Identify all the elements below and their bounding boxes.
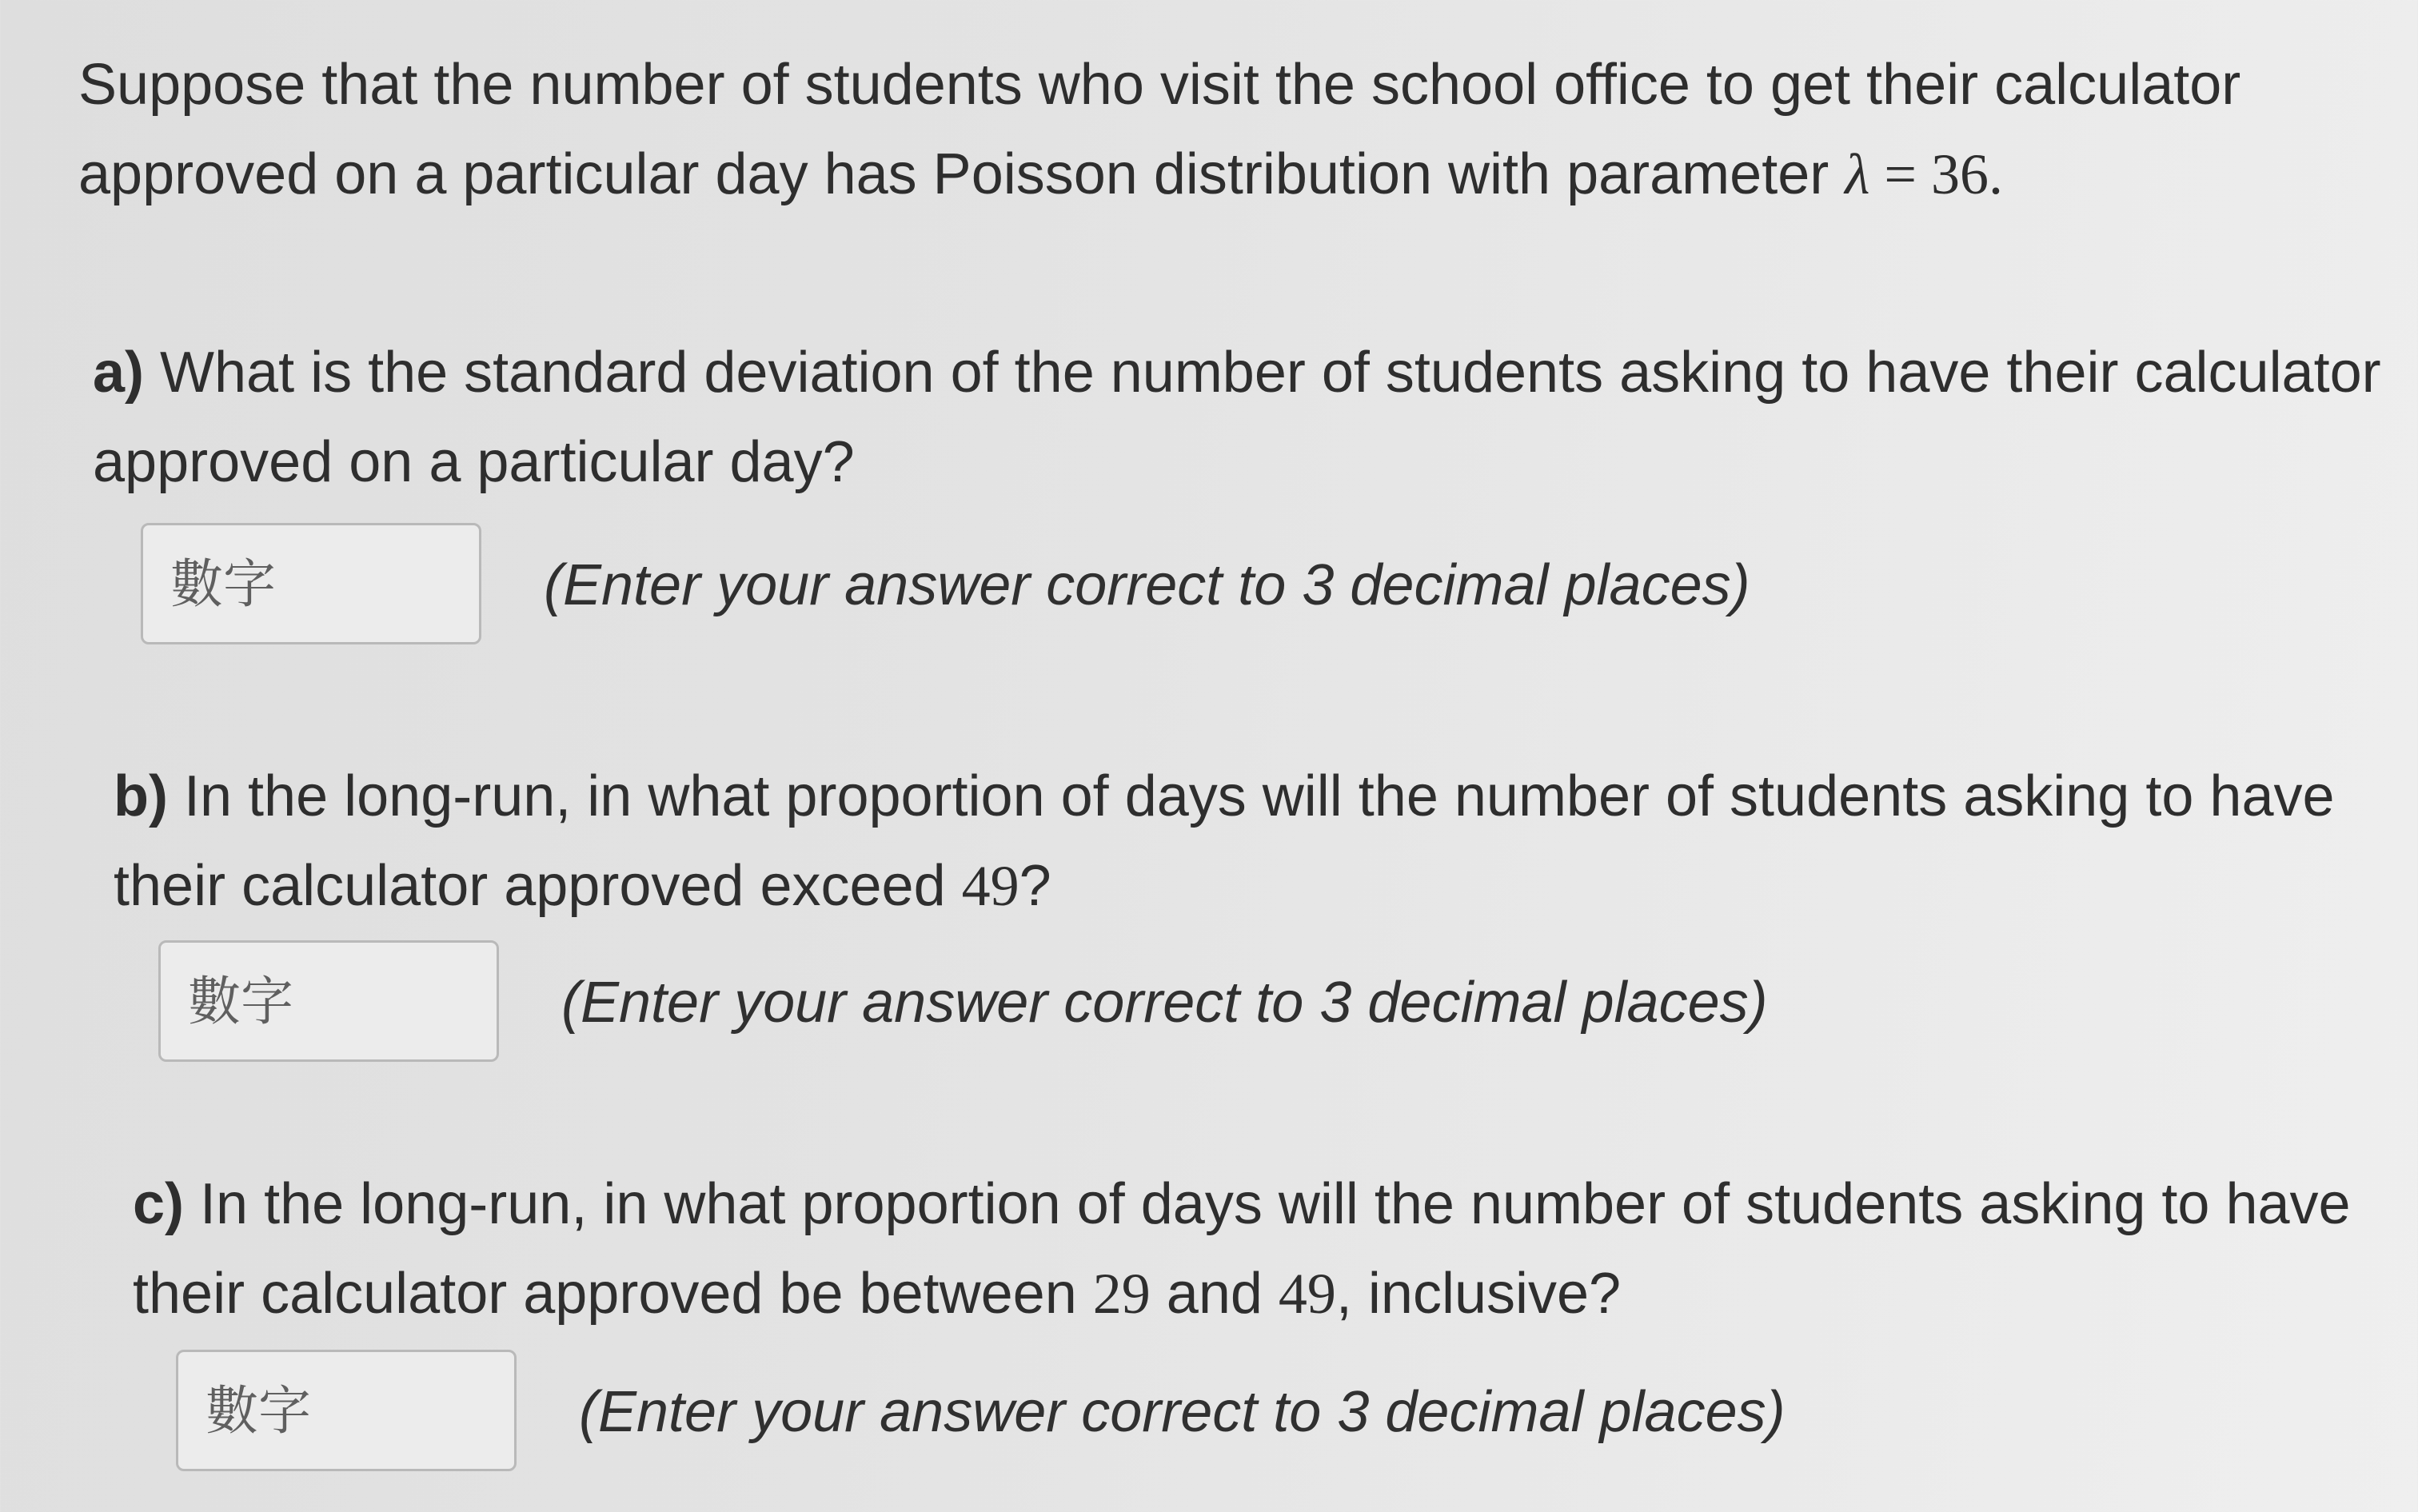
question-c-and: and: [1150, 1262, 1279, 1326]
answer-a-input[interactable]: [141, 523, 481, 644]
question-c: [133, 1159, 2418, 1338]
lambda-symbol: λ: [1845, 142, 1870, 206]
question-c-lower-bound: 29: [1092, 1262, 1151, 1326]
question-c-text: In the long-run, in what proportion of days will the number of students asking to have their calculator approved be between: [133, 1172, 2351, 1326]
question-b-letter: b): [114, 764, 168, 828]
answer-b-input[interactable]: [158, 940, 499, 1062]
answer-a-hint: (Enter your answer correct to 3 decimal places): [544, 553, 1750, 617]
answer-c-input[interactable]: [176, 1350, 517, 1471]
answer-row-b: [158, 940, 2077, 1065]
answer-row-c: [176, 1350, 2095, 1474]
question-a-letter: a): [93, 341, 145, 405]
question-c-inclusive: , inclusive?: [1335, 1262, 1622, 1326]
question-a-text: What is the standard deviation of the number of students asking to have their calculator approved on a particular day?: [93, 341, 2381, 494]
intro-period: .: [1989, 142, 2004, 206]
question-b-question-mark: ?: [1019, 854, 1051, 918]
question-b-text: In the long-run, in what proportion of days will the number of students asking to have their calculator approved exceed: [114, 764, 2335, 918]
question-b-threshold: 49: [961, 854, 1019, 918]
answer-b-hint: (Enter your answer correct to 3 decimal places): [561, 971, 1768, 1035]
lambda-value: = 36: [1869, 142, 1989, 206]
answer-c-hint: (Enter your answer correct to 3 decimal places): [579, 1380, 1786, 1444]
problem-statement: [78, 40, 2381, 219]
question-a: [93, 328, 2396, 507]
question-c-letter: c): [133, 1172, 185, 1236]
question-b: [114, 752, 2416, 931]
question-c-upper-bound: 49: [1278, 1262, 1336, 1326]
answer-row-a: [141, 523, 2060, 648]
intro-text: Suppose that the number of students who visit the school office to get their calculator approved on a particular day has Poisson distribution with parameter: [78, 53, 2241, 206]
